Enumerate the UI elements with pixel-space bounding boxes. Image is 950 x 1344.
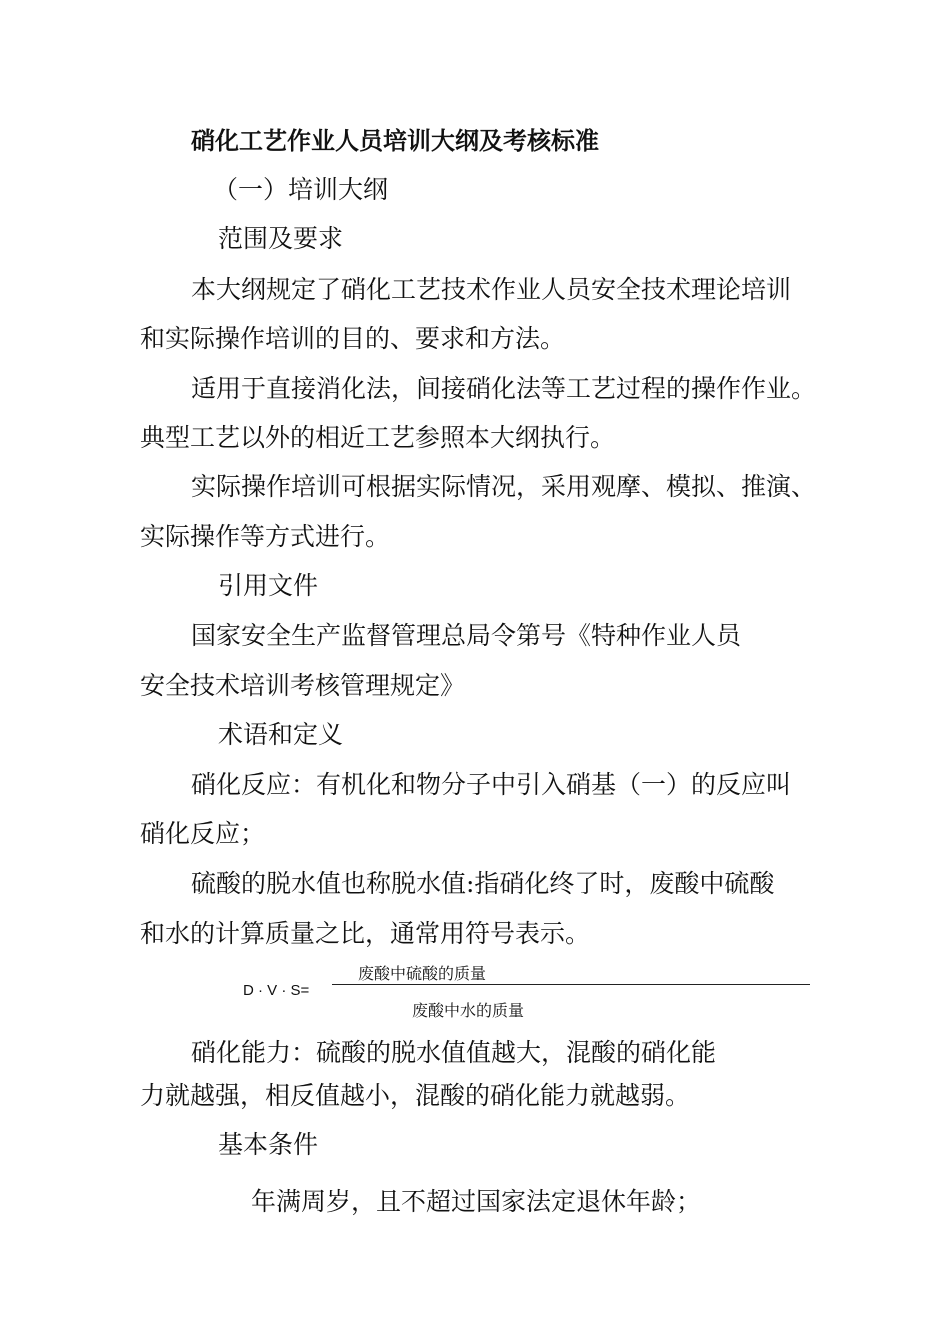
references-heading: 引用文件	[218, 571, 319, 600]
formula-numerator: 废酸中硫酸的质量	[358, 964, 487, 983]
scope-paragraph-1-line-1: 本大纲规定了硝化工艺技术作业人员安全技术理论培训	[191, 275, 792, 304]
scope-paragraph-2-line-1: 适用于直接消化法，间接硝化法等工艺过程的操作作业。	[191, 374, 817, 403]
terms-heading: 术语和定义	[218, 720, 344, 749]
scope-paragraph-3-line-1: 实际操作培训可根据实际情况，采用观摩、模拟、推演、	[191, 472, 817, 501]
document-title: 硝化工艺作业人员培训大纲及考核标准	[191, 127, 599, 155]
scope-paragraph-2-line-2: 典型工艺以外的相近工艺参照本大纲执行。	[140, 423, 616, 452]
basic-conditions-line-1: 年满周岁，且不超过国家法定退休年龄；	[251, 1187, 702, 1216]
term-1-line-2: 硝化反应；	[140, 819, 266, 848]
references-line-1: 国家安全生产监督管理总局令第号《特种作业人员	[191, 621, 742, 650]
term-2-line-2: 和水的计算质量之比，通常用符号表示。	[140, 919, 591, 948]
term-2-line-1: 硫酸的脱水值也称脱水值:指硝化终了时，废酸中硫酸	[191, 869, 775, 898]
formula-fraction-bar	[332, 984, 810, 985]
formula-denominator: 废酸中水的质量	[412, 1001, 525, 1020]
term-1-line-1: 硝化反应：有机化和物分子中引入硝基（一）的反应叫	[191, 770, 792, 799]
term-3-line-1: 硝化能力：硫酸的脱水值值越大，混酸的硝化能	[191, 1038, 717, 1067]
formula-label: D · V · S=	[243, 982, 310, 999]
section-outline-heading: （一）培训大纲	[213, 175, 389, 204]
term-3-line-2: 力就越强，相反值越小，混酸的硝化能力就越弱。	[140, 1081, 691, 1110]
basic-conditions-heading: 基本条件	[218, 1130, 319, 1159]
references-line-2: 安全技术培训考核管理规定》	[140, 671, 466, 700]
scope-heading: 范围及要求	[218, 224, 344, 253]
scope-paragraph-3-line-2: 实际操作等方式进行。	[140, 522, 391, 551]
scope-paragraph-1-line-2: 和实际操作培训的目的、要求和方法。	[140, 324, 566, 353]
